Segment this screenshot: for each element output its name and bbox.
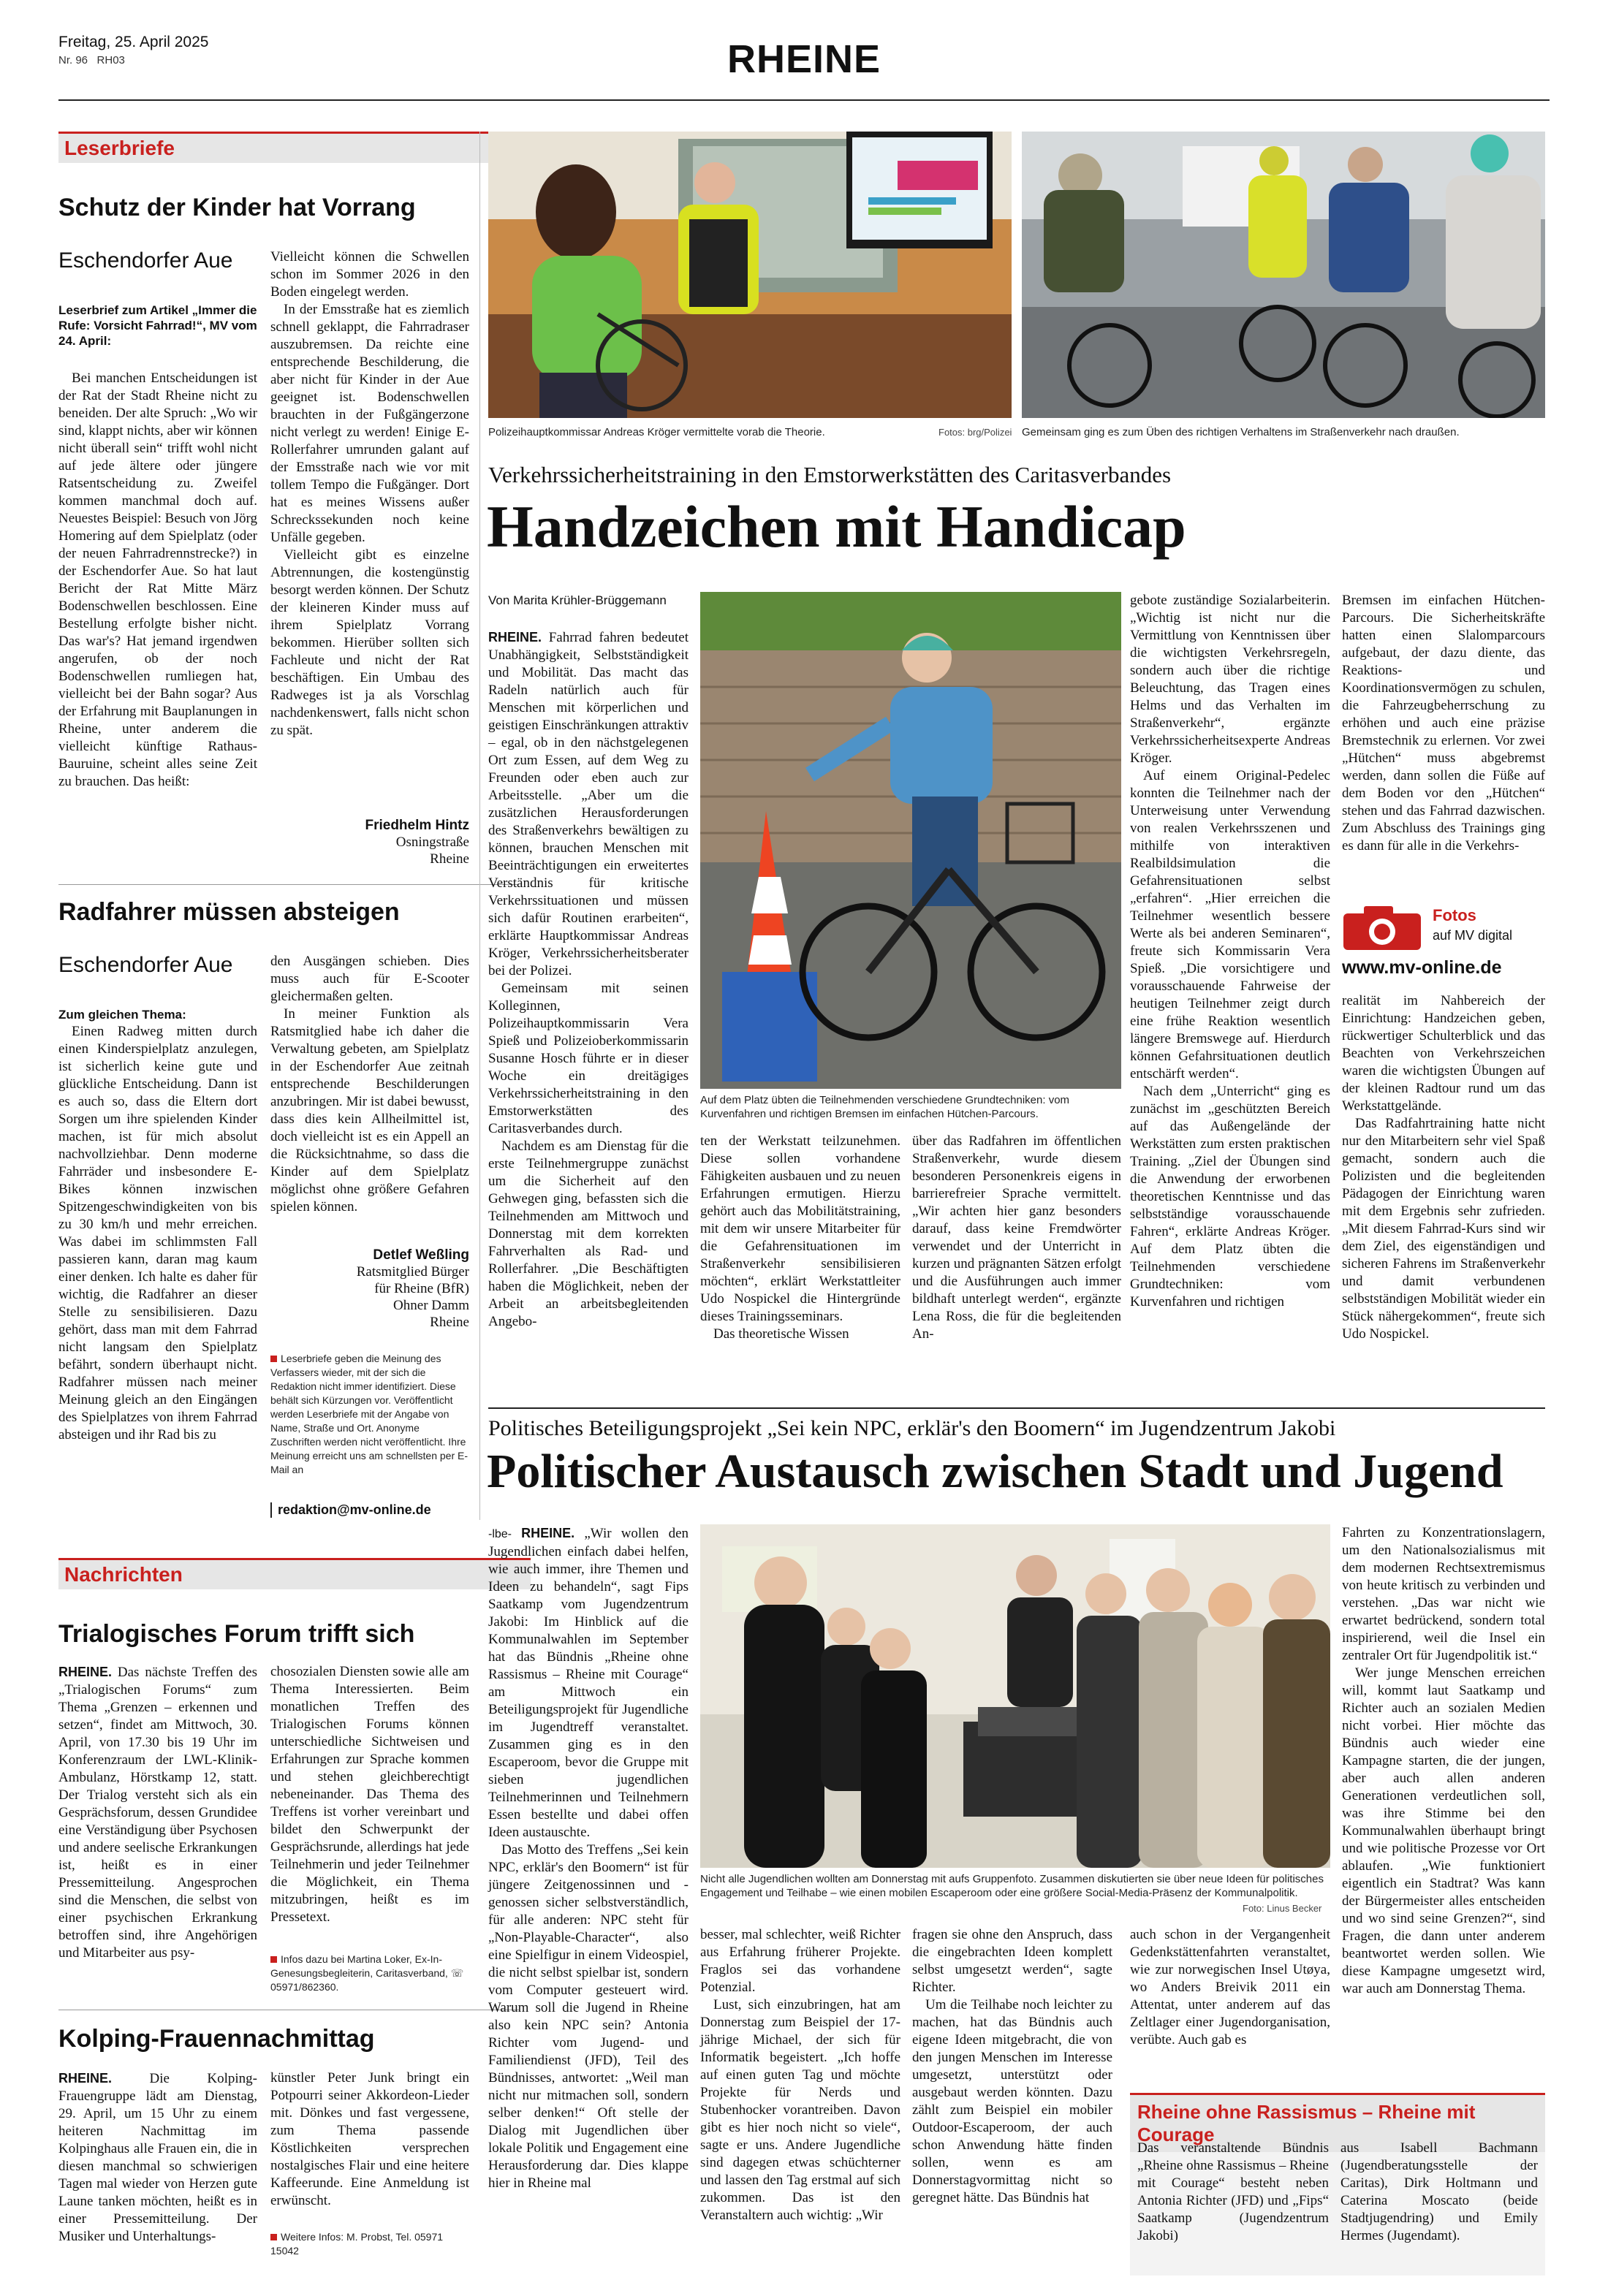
article2-body-col2: besser, mal schlechter, weiß Richter aus Erfahrung früherer Projekte. Fraglos sei das vorhandene Potenzial. Lust, sich einzubringen, hat am Donnerstag zum Beispiel der 17-jährige Michael, der sich für Informatik begeistert. „Ich hoffe auf einen guten Tag und möchte Projekte für Nerds und Stubenhocker vorantreiben. Davon gibt es hier noch nicht so viele“, sagte er uns. Andere Jugendliche sind dagegen etwas schüchterner und lassen den Tag erstmal auf sich zukommen. Das ist den Veranstaltern auch wichtig: „Wir [700, 1927, 900, 2223]
promo-url[interactable]: www.mv-online.de [1342, 957, 1502, 978]
news2-info: Weitere Infos: M. Probst, Tel. 05971 15042 [270, 2231, 444, 2257]
letter2-body-col2: den Ausgängen schieben. Dies muss auch für E-Scooter gleichermaßen gelten. In meiner Funktion als Ratsmitglied habe ich daher die Verwaltung gebeten, am Spielplatz in der Eschendorfer Aue zeitnah entsprechende Beschilderungen anzubringen. Mir ist dabei bewusst, dass dies kein Allheilmittel ist, doch vielleicht ist es ein Appell an die Rücksichtnahme, so dass die Kinder auf dem Spielplatz möglichst ohne größere Gefahren spielen können. [270, 954, 469, 1214]
news2-body-col2: künstler Peter Junk bringt ein Potpourri seiner Akkordeon-Lieder mit. Dönkes und fast vergessene, zum Thema passende Köstlichkeiten versprechen nostalgisches Flair und eine heitere Kaffeerunde. Eine Anmeldung ist erwünscht. [270, 2070, 469, 2208]
promo-title: Fotos [1433, 906, 1476, 924]
news2-body-col1: RHEINE. Die Kolping-Frauengruppe lädt am Dienstag, 29. April, um 15 Uhr zu einem heiteren Nachmittag im Kolpinghaus alle Frauen ein, die in diesen manchmal so schwierigen Tagen mal wieder von Herzen gute Laune tanken möchten, heißt es in einer Pressemitteilung. Der Musiker und Unterhaltungs- [58, 2071, 257, 2244]
letter-divider [58, 884, 519, 885]
letters-disclaimer: Leserbriefe geben die Meinung des Verfassers wieder, mit der sich die Redaktion nicht immer identifiziert. Diese behält sich Kürzungen vor. Veröffentlicht werden Leserbriefe mit der Angabe von Name, Straße und Ort. Anonyme Zuschriften werden nicht veröffentlicht. Ihre Meinung erreicht uns am schnellsten per E-Mail an [270, 1353, 469, 1475]
article1-body-col4: gebote zuständige Sozialarbeiterin. „Wichtig ist nicht nur die Vermittlung von Kenntnissen über die wichtigsten Verkehrsregeln, sondern auch über die richtige Beleuchtung, das Tragen eines Helms und das Verhalten im Straßenverkehr“, ergänzte Verkehrssicherheitsexperte Andreas Kröger. Auf einem Original-Pedelec konnten die Teilnehmer nach der Unterweisung unter Verwendung von realen Verkehrsszenen und mithilfe von interaktiven Realbildsimulation die Gefahrensituationen selbst „erfahren“. „Hier erreichen die Teilnehmer wesentlich bessere Werte als bei anderen Seminaren“, freute sich Kommissarin Vera Spieß. „Die vorsichtigere und vorausschauende Fahrweise der heutigen Teilnehmer zeigt durch eine frühe Reaktion wesentlich längere Bremswege auf. Hierdurch können Gefahrsituationen deutlich entschärft werden“. Nach dem „Unterricht“ ging es zunächst im „geschützten Bereich auf das Außengelände der Werkstätten zum ersten praktischen Training. „Ziel der Übungen sind die Anwendung der erworbenen theoretischen Kenntnisse und das selbstständige vorausschauende Fahren“, erklärte Andreas Kröger. Auf dem Platz übten die Teilnehmenden verschiedene Grundtechniken: vom Kurvenfahren und richtigen [1130, 593, 1330, 1309]
article1-headline: Handzeichen mit Handicap [487, 493, 1186, 560]
article1-body-col3: über das Radfahren im öffentlichen Straßenverkehr, wurde diesem besonderen Personenkreis eigens in barrierefreier Sprache vermittelt. „Wir achten hier ganz besonders darauf, dass keine Fremdwörter verwendet und der Unterricht in kurzen und prägnanten Sätzen erfolgt und die Ausführungen auch immer bildhaft unterlegt werden“, ergänzte Lena Ross, die für die begleitenden An- [912, 1133, 1121, 1342]
issue-number: Nr. 96 RH03 [58, 54, 125, 66]
news1-body-col1: RHEINE. Das nächste Treffen des „Trialogischen Forums“ zum Thema „Grenzen – erkennen und setzen“, findet am Mittwoch, 30. April, von 17.30 bis 19 Uhr im Konferenzraum der LWL-Klinik-Ambulanz, Hörstkamp 12, statt. Der Trialog versteht sich als ein Gesprächsforum, dessen Grundidee eine Verständigung über Psychosen und andere seelische Erkrankungen ist, heißt es in einer Pressemitteilung. Angesprochen sind die Menschen, die selbst von einer psychischen Erkrankung betroffen sind, ihre Angehörigen und Mitarbeiter aus psy- [58, 1665, 258, 1961]
promo-subtitle: auf MV digital [1433, 928, 1513, 943]
section-label-letters: Leserbriefe [58, 132, 531, 163]
letter2-lead: Zum gleichen Thema: [58, 1008, 186, 1022]
news1-headline: Trialogisches Forum trifft sich [58, 1620, 415, 1648]
photo-cone-parcours [700, 592, 1121, 1089]
letters-email-link[interactable]: redaktion@mv-online.de [270, 1502, 477, 1518]
section-label-news: Nachrichten [58, 1558, 531, 1589]
article2-body-col5: Fahrten zu Konzentrationslagern, um den Nationalsozialismus mit dem modernen Rechtsextremismus von heute kritisch zu verbinden und verstehen. „Das war nicht wie erwartet bedrückend, sondern total inspirierend, weil die Insel ein zentraler Ort für Jugendpolitik ist.“ Wer junge Menschen erreichen will, kommt laut Saatkamp und Richter auch an sozialen Medien nicht vorbei. Hier möchte das Bündnis auch wieder eine Kampagne starten, die der jungen, aber auch allen anderen Generationen verdeutlichen soll, was ihre Stimme bei den Kommunalwahlen überhaupt bringt und wie politische Prozesse vor Ort ablaufen. „Wie funktioniert eigentlich ein Stadtrat? Was kann der Bürgermeister alles entscheiden und wo sind seine Grenzen?“, sind Fragen, die dann unter anderem beantwortet werden sollen. Wie diese Kampagne umgesetzt wird, war auch am Donnerstag Thema. [1342, 1525, 1545, 1996]
letter1-headline: Schutz der Kinder hat Vorrang [58, 194, 416, 221]
letter2-headline: Radfahrer müssen absteigen [58, 898, 400, 926]
article1-body-col5b: realität im Nahbereich der Einrichtung: Handzeichen geben, rückwertiger Schulterblick und das Beachten von Verkehrszeichen waren die wichtigsten Übungen auf der kleinen Radtour rund um das Werkstattgelände. Das Radfahrtraining hatte nicht nur den Mitarbeitern sehr viel Spaß gemacht, sondern auch die Polizisten und die begleitenden Pädagogen der Einrichtung waren mit dem Ergebnis sehr zufrieden. „Mit diesem Fahrrad-Kurs sind wir dem Ziel, des eigenständigen und sicheren Fahrens im Straßenverkehr und damit verbundenen selbstständigen Mobilität wieder ein Stück nähergekommen“, freute sich Udo Nospickel. [1342, 993, 1545, 1342]
column-separator [479, 132, 480, 1520]
article2-headline: Politischer Austausch zwischen Stadt und Jugend [487, 1445, 1503, 1498]
promo-mv-digital[interactable] [1342, 899, 1545, 979]
article2-body-col3: fragen sie ohne den Anspruch, dass die eingebrachten Ideen komplett selbst umgesetzt werden“, sagte Richter. Um die Teilhabe noch leichter zu machen, hat das Bündnis auch eigene Ideen mitgebracht, die von den jungen Menschen im Interesse umgesetzt, unterstützt oder ausgebaut werden könnten. Dazu zählt zum Beispiel ein mobiler Outdoor-Escaperoom, der auch schon Anwendung hätte finden sollen, wenn es am Donnerstagvormittag nicht so geregnet hätte. Das Bündnis hat [912, 1927, 1112, 2205]
camera-icon [1342, 905, 1422, 951]
letter1-lead: Leserbrief zum Artikel „Immer die Rufe: Vorsicht Fahrrad!“, MV vom 24. April: [58, 303, 257, 348]
letter1-body-col2: Vielleicht können die Schwellen schon im Sommer 2026 in den Boden eingelegt werden. In der Emsstraße hat es ziemlich schnell geklappt, die Fahrradraser auszubremsen. Da reichte eine entsprechende Beschilderung, die aber nicht für Kinder in der Aue geeignet ist. Bodenschwellen brauchten in der Fußgängerzone nicht verlegt zu werden! Einige E-Rollerfahrer umrunden galant auf der Emsstraße nach wie vor mit tollem Tempo die Fußgänger. Dort hat es meines Wissens außer Schreckssekunden noch keine Unfälle gegeben. Vielleicht gibt es einzelne Abtrennungen, die kostengünstig besorgt werden können. Der Schutz der kleineren Kinder muss auf ihrem Spielplatz Vorrang bekommen. Hierüber sollten sich Fachleute und nicht der Rat beschäftigen. Ein Umbau des Radweges ist ja als Vorschlag nachdenkenswert, falls nicht schon zu spät. [270, 249, 469, 738]
info-box-alliance [1130, 2093, 1545, 2276]
article2-kicker: Politisches Beteiligungsprojekt „Sei kein NPC, erklär's den Boomern“ im Jugendzentrum Jakobi [488, 1416, 1336, 1440]
photo-credit-article2: Foto: Linus Becker [1243, 1903, 1322, 1914]
article1-body-col2: ten der Werkstatt teilzunehmen. Diese sollen vorhandene Fähigkeiten ausbauen und zu neuen Erfahrungen ermutigen. Hierzu gehört auch das Mobilitätstraining, mit dem wir unsere Mitarbeiter für die Gefahrensituationen im Straßenverkehr sensibilisieren möchten“, erklärt Werkstattleiter Udo Nospickel die Hintergründe dieses Trainingsseminars. Das theoretische Wissen [700, 1133, 900, 1342]
photo-credit-article1: Fotos: brg/Polizei [938, 427, 1012, 438]
section-title: RHEINE [727, 37, 881, 81]
news1-body-col2: chosozialen Diensten sowie alle am Thema Interessierten. Beim monatlichen Treffen des Trialogischen Forums können unterschiedliche Sichtweisen und Erfahrungen zur Sprache kommen und stehen gleichberechtigt nebeneinander. Das Thema des Treffens ist vorher vereinbart und bildet den Schwerpunkt der Gesprächsrunde, allerdings hat jede Teilnehmerin und jeder Teilnehmer die Möglichkeit, ein Thema mitzubringen, heißt es im Pressetext. [270, 1664, 469, 1925]
letter1-dateline: Eschendorfer Aue [58, 248, 233, 273]
info-box-col2: aus Isabell Bachmann (Jugendberatungsstelle der Caritas), Dirk Holtmann und Caterina Moscato (beide Stadtjugendring) und Emily Hermes (Jugendamt). [1340, 2140, 1538, 2243]
letter2-signature: Detlef Weßling Ratsmitglied Bürger für Rheine (BfR) Ohner Damm Rheine [356, 1247, 469, 1330]
photo-caption-theory: Polizeihauptkommissar Andreas Kröger vermittelte vorab die Theorie. [488, 426, 825, 438]
news2-headline: Kolping-Frauennachmittag [58, 2025, 375, 2053]
issue-date: Freitag, 25. April 2025 [58, 34, 209, 50]
article1-body-col1: RHEINE. Fahrrad fahren bedeutet Unabhängigkeit, Selbstständigkeit und Mobilität. Das macht das Radeln natürlich auch für Menschen mit körperlichen und geistigen Einschränkungen attraktiv – egal, ob in den nächstgelegenen Ort zum Essen, auf dem Weg zu Freunden oder eben auch zur Arbeitsstelle. „Aber um die zusätzlichen Herausforderungen des Straßenverkehrs bewältigen zu können, brauchen Menschen mit Beeinträchtigungen ein erweitertes Verständnis für kritische Verkehrssituationen und müssen sich dafür Routinen erarbeiten“, erklärte Hauptkommissar Andreas Kröger, Verkehrssicherheitsberater bei der Polizei. Gemeinsam mit seinen Kolleginnen, Polizeihauptkommissarin Vera Spieß und Polizeioberkommissarin Susanne Hosch führte er in dieser Woche ein dreitägiges Verkehrssicherheitstraining in den Emstorwerkstätten des Caritasverbandes durch. Nachdem es am Dienstag für die erste Teilnehmergruppe zunächst um die Sicherheit auf den Gehwegen ging, befassten sich die Teilnehmenden am Mittwoch und Donnerstag mit dem korrekten Fahrverhalten als Rad- und Rollerfahrer. „Die Beschäftigten haben die Möglichkeit, neben der Arbeit an arbeitsbegleitenden Angebo- [488, 630, 689, 1329]
article1-byline: Von Marita Krühler-Brüggemann [488, 593, 667, 607]
letter1-signature: Friedhelm Hintz Osningstraße Rheine [365, 818, 469, 867]
info-box-col1: Das veranstaltende Bündnis „Rheine ohne Rassismus – Rheine mit Courage“ besteht neben Antonia Richter (JFD) und „Fips“ Saatkamp (Jugendzentrum Jakobi) [1137, 2140, 1329, 2243]
news1-info: Infos dazu bei Martina Loker, Ex-In-Genesungsbegleiterin, Caritasverband, ☏ 05971/862360. [270, 1953, 464, 1993]
article-divider [488, 1407, 1545, 1409]
photo-caption-youth-group: Nicht alle Jugendlichen wollten am Donnerstag mit aufs Gruppenfoto. Zusammen diskutierten sie über neue Ideen für politisches Engagement und Teilhabe – wie einen mobilen Escaperoom oder eine größere Social-Media-Präsenz der Kommunalpolitik. [700, 1873, 1324, 1899]
photo-caption-parcours: Auf dem Platz übten die Teilnehmenden verschiedene Grundtechniken: vom Kurvenfahren und richtigen Bremsen im einfachen Hütchen-Parcours. [700, 1094, 1070, 1120]
article2-body-col1: -lbe- RHEINE. „Wir wollen den Jugendlichen einfach dabei helfen, wie auch immer, ihre Themen und Ideen zu behandeln“, sagt Fips Saatkamp vom Jugendzentrum Jakobi: Im Hinblick auf die Kommunalwahlen im September hat das Bündnis „Rheine ohne Rassismus – Rheine mit Courage“ am Mittwoch ein Beteiligungsprojekt für Jugendliche im Jugendtreff veranstaltet. Zusammen ging es in den Escaperoom, bevor die Gruppe mit sieben jugendlichen Teilnehmerinnen und Teilnehmern Essen bestellte und dabei offen Ideen austauschte. Das Motto des Treffens „Sei kein NPC, erklär's den Boomern“ ist für jüngere Zeitgenossinnen und -genossen sicher selbstverständlich, für alle anderen: NPC steht für „Non-Playable-Character“, also eine Spielfigur in einem Videospiel, die nicht selbst spielbar ist, sondern vom Computer gesteuert wird. Warum soll die Jugend in Rheine also kein NPC sein? Antonia Richter vom Jugend- und Familiendienst (JFD), Teil des Bündnisses, antwortet: „Weil man nicht nur mitmachen soll, sondern selber denken!“ Oft stelle der Dialog mit Jugendlichen über lokale Politik und Engagement eine Herausforderung dar. Dies klappe hier in Rheine mal [488, 1526, 689, 2191]
article1-body-col5: Bremsen im einfachen Hütchen-Parcours. Die Sicherheitskräfte hatten einen Slalomparcours aufgebaut, der dazu diente, das Reaktions- und Koordinationsvermögen zu schulen, die Fahrzeugbeherrschung zu erhöhen und auch eine präzise Bremstechnik zu erlernen. Vor zwei „Hütchen“ muss abgebremst werden, dann sollen die Füße auf dem Boden vor den „Hütchen“ stehen und das Fahrrad dazwischen. Zum Abschluss des Trainings ging es dann für alle in die Verkehrs- [1342, 593, 1545, 854]
letter1-body-col1: Bei manchen Entscheidungen ist der Rat der Stadt Rheine nicht zu beneiden. Der alte Spruch: „Wo wir sind, klappt nichts, aber wir können nicht überall sein“ trifft wohl nicht auf jede ältere oder jüngere Ratsentscheidung zu. Zweifel kommen manchmal doch auf. Neuestes Beispiel: Besuch von Jörg Homering auf dem Spielplatz (oder der neuen Fahrradrennstrecke?) in der Eschendorfer Aue. So hat laut Bericht der Rat Mitte März Bodenschwellen beschlossen. Eine Bestellung erfolgte bisher nicht. Das war's? Hat jemand irgendwen angerufen, ob der noch Bodenschwellen rumliegen hat, vielleicht bei der Bahn sogar? Aus der Erfahrung mit Bauplanungen in Rheine, unter anderem die vielleicht künftige Rathaus-Bauruine, scheint alles seine Zeit zu brauchen. Das heißt: [58, 370, 257, 789]
photo-theory-lesson [488, 132, 1012, 418]
letter2-dateline: Eschendorfer Aue [58, 953, 233, 977]
article2-body-col4: auch schon in der Vergangenheit Gedenkstättenfahrten veranstaltet, wie zur norwegischen Insel Utøya, wo Anders Breivik 2011 ein Attentat, unter anderem auf das Zeltlager einer Jugendorganisation, verübte. Auch gab es [1130, 1927, 1330, 2048]
photo-caption-cycling: Gemeinsam ging es zum Üben des richtigen Verhaltens im Straßenverkehr nach draußen. [1022, 426, 1460, 438]
article1-kicker: Verkehrssicherheitstraining in den Emstorwerkstätten des Caritasverbandes [488, 462, 1172, 487]
photo-group-cycling [1022, 132, 1545, 418]
photo-youth-group [700, 1524, 1330, 1868]
masthead-rule [58, 99, 1550, 101]
info-box-title: Rheine ohne Rassismus – Rheine mit Courage [1130, 2093, 1545, 2152]
letter2-body-col1: Einen Radweg mitten durch einen Kinderspielplatz anzulegen, ist sicherlich keine gute und glückliche Entscheidung. Dann ist es auch so, dass die Eltern dort Sorgen um ihre spielenden Kinder machen, ist für mich absolut nachvollziehbar. Denn moderne Fahrräder und insbesondere E-Bikes können inzwischen Spitzengeschwindigkeiten von bis zu 30 km/h und mehr erreichen. Was dabei im schlimmsten Fall passieren kann, daran mag kaum einer denken. Ich halte es daher für wichtig, die Radfahrer an dieser Stelle zu sensibilisieren. Dazu gehört, dass man mit dem Fahrrad nicht langsam den Spielplatz befährt, sondern überhaupt nicht. Radfahrer müssen nach meiner Meinung gleich an den Eingängen des Spielplatzes von ihrem Fahrrad absteigen und ihr Rad bis zu [58, 1024, 257, 1442]
